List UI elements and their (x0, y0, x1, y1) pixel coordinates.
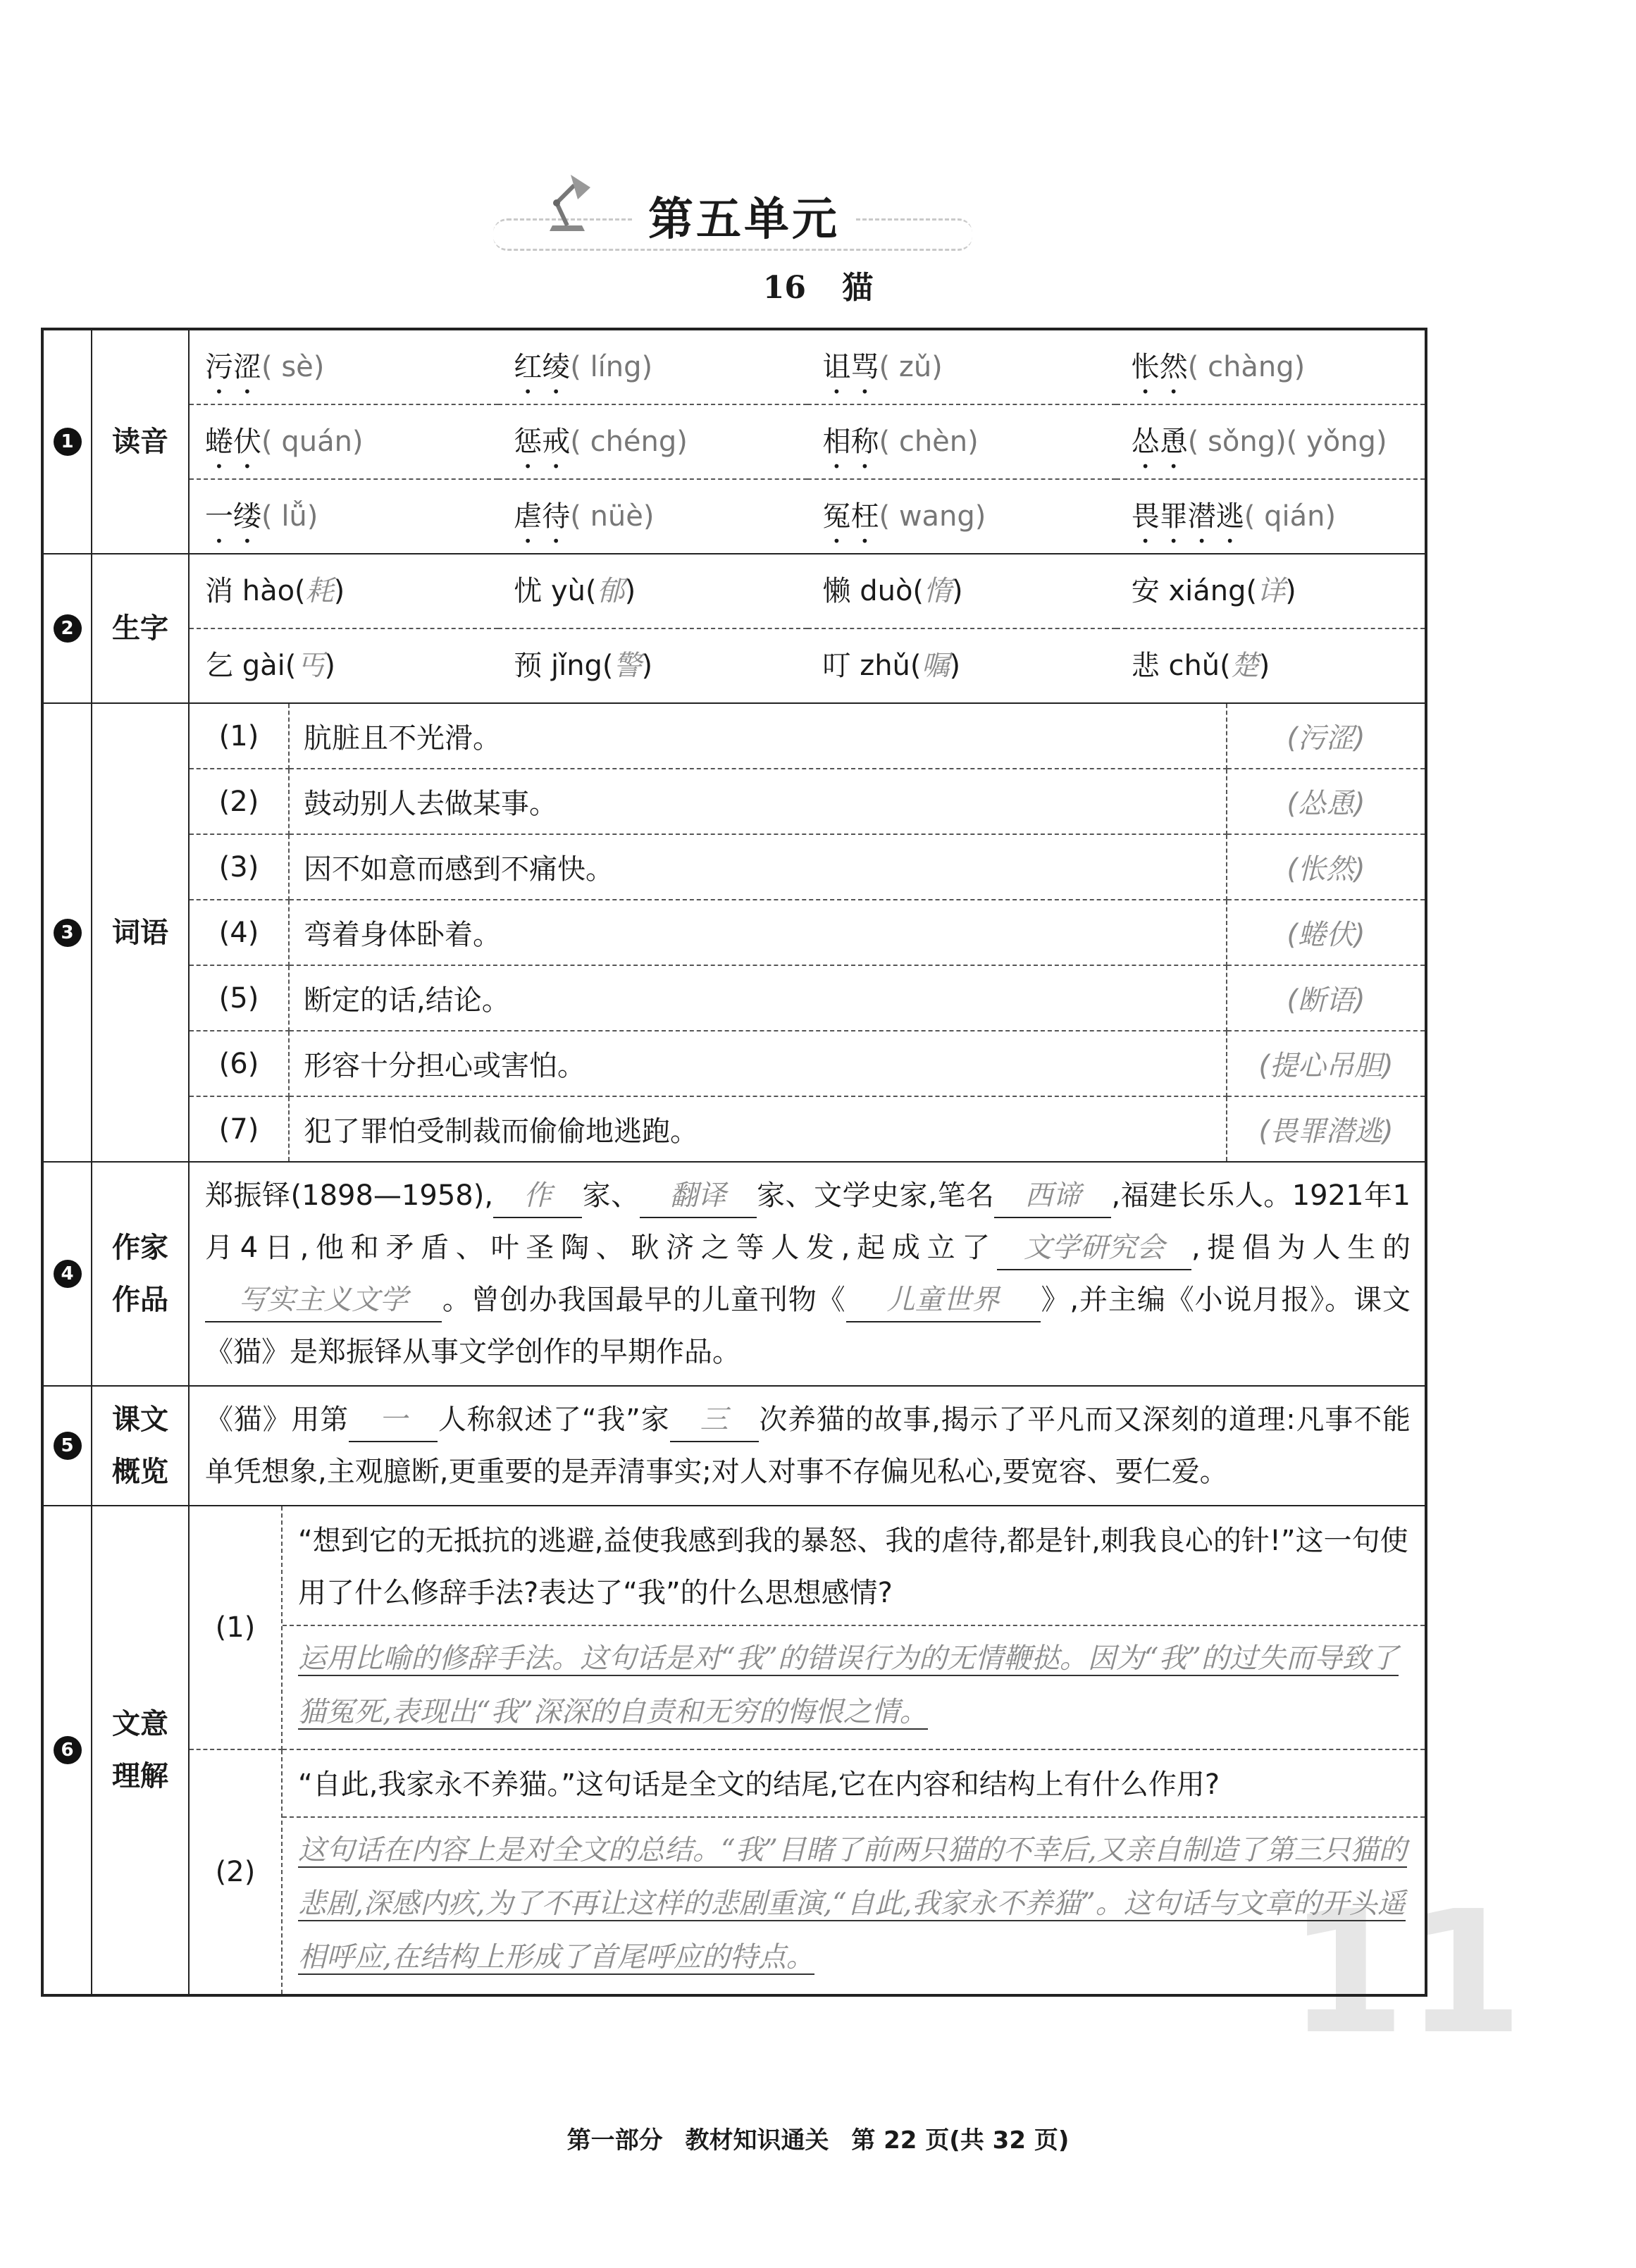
word-item: 相称( chèn) (807, 405, 1116, 480)
section-label: 词语 (92, 703, 189, 1162)
word-item: 怅然( chàng) (1116, 330, 1425, 405)
answer-text: 运用比喻的修辞手法。这句话是对“我”的错误行为的无情鞭挞。因为“我”的过失而导致了猫冤死,表现出“我”深深的自责和无穷的悔恨之情。 (298, 1642, 1399, 1728)
section-label: 读音 (92, 329, 189, 554)
pronunciation-grid (190, 330, 1425, 553)
vocabulary-list (190, 704, 1425, 1161)
section-number: 5 (42, 1386, 92, 1506)
section-label: 文意 理解 (92, 1506, 189, 1995)
author-paragraph: 郑振铎(1898—1958), 作 家、 翻译 家、文学史家,笔名 西谛 ,福建长乐人。1921年1月4日,他和矛盾、叶圣陶、耿济之等人发,起成立了 文学研究会 ,提倡为人生的写实主义文学 。曾创办我国最早的儿童刊物《 儿童世界 》,并主编《小说月报》。课文《猫》是郑振铎从事文学创作的早期作品。 (190, 1163, 1425, 1385)
lesson-number: 16 (762, 270, 806, 306)
vocab-row: (5) 断定的话,结论。 (断语) (190, 965, 1425, 1031)
page-watermark: 11 (1288, 1874, 1523, 2071)
footer-page: 第 22 页(共 32 页) (851, 2126, 1070, 2155)
word-item: 怂恿( sǒng)( yǒng) (1116, 405, 1425, 480)
desk-lamp-icon (535, 168, 599, 238)
section-pronunciation (42, 329, 1426, 554)
section-number: 6 (42, 1506, 92, 1995)
answer-text: 这句话在内容上是对全文的总结。“我”目睹了前两只猫的不幸后,又亲自制造了第三只猫的悲剧,深感内疚,为了不再让这样的悲剧重演,“自此,我家永不养猫”。这句话与文章的开头遥相呼应,在结构上形成了首尾呼应的特点。 (298, 1834, 1407, 1973)
char-item: 预 jǐng(警) (514, 650, 653, 682)
lesson-name: 猫 (842, 270, 874, 306)
comprehension-list (190, 1506, 1425, 1994)
char-item: 乞 gài(丐) (205, 650, 335, 682)
section-number: 2 (42, 554, 92, 703)
vocab-row: (7) 犯了罪怕受制裁而偷偷地逃跑。 (畏罪潜逃) (190, 1096, 1425, 1161)
vocab-row: (6) 形容十分担心或害怕。 (提心吊胆) (190, 1031, 1425, 1096)
vocab-row: (4) 弯着身体卧着。 (蜷伏) (190, 900, 1425, 965)
word-item: 诅骂( zǔ) (807, 330, 1116, 405)
char-item: 悲 chǔ(楚) (1131, 650, 1270, 682)
vocab-row: (1) 肮脏且不光滑。 (污涩) (190, 704, 1425, 769)
unit-title: 第五单元 (634, 183, 854, 248)
char-item: 懒 duò(惰) (807, 554, 1116, 629)
question-row: (2) “自此,我家永不养猫。”这句话是全文的结尾,它在内容和结构上有什么作用? 这句话在内容上是对全文的总结。“我”目睹了前两只猫的不幸后,又亲自制造了第三只猫的悲剧,深感内疚,为了不再让这样的悲剧重演,“自此,我家永不养猫”。这句话与文章的开头遥相呼应,在结构上形成了首尾呼应的特点。 (190, 1749, 1425, 1994)
word-item: 一缕( lǚ) (205, 500, 318, 533)
characters-grid (190, 554, 1425, 702)
section-vocabulary (42, 703, 1426, 1162)
char-item: 安 xiáng(详) (1116, 554, 1425, 629)
lesson-title (0, 262, 1636, 307)
char-item: 叮 zhǔ(嘱) (822, 650, 961, 682)
vocab-row: (2) 鼓动别人去做某事。 (怂恿) (190, 769, 1425, 834)
footer-part: 第一部分 (566, 2126, 663, 2155)
section-number: 3 (42, 703, 92, 1162)
section-label: 作家 作品 (92, 1162, 189, 1386)
section-label: 生字 (92, 554, 189, 703)
vocab-row: (3) 因不如意而感到不痛快。 (怅然) (190, 834, 1425, 900)
word-item: 惩戒( chéng) (498, 405, 807, 480)
section-characters (42, 554, 1426, 703)
char-item: 消 hào(耗) (190, 554, 498, 629)
section-number: 4 (42, 1162, 92, 1386)
section-number: 1 (42, 329, 92, 554)
question-row: (1) “想到它的无抵抗的逃避,益使我感到我的暴怒、我的虐待,都是针,刺我良心的针!”这一句使用了什么修辞手法?表达了“我”的什么思想感情? 运用比喻的修辞手法。这句话是对“我”的错误行为的无情鞭挞。因为“我”的过失而导致了猫冤死,表现出“我”深深的自责和无穷的悔恨之情。 (190, 1506, 1425, 1749)
worksheet-table (41, 328, 1427, 1997)
char-item: 忧 yù(郁) (498, 554, 807, 629)
word-item: 畏罪潜逃( qián) (1131, 500, 1337, 533)
section-author (42, 1162, 1426, 1386)
page-footer (0, 2121, 1636, 2155)
section-label: 课文 概览 (92, 1386, 189, 1506)
question-text: “自此,我家永不养猫。”这句话是全文的结尾,它在内容和结构上有什么作用? (283, 1750, 1425, 1818)
section-overview (42, 1386, 1426, 1506)
word-item: 虐待( nüè) (514, 500, 655, 533)
overview-paragraph: 《猫》用第 一 人称叙述了“我”家 三 次养猫的故事,揭示了平凡而又深刻的道理:凡事不能单凭想象,主观臆断,更重要的是弄清事实;对人对事不存偏见私心,要宽容、要仁爱。 (190, 1387, 1425, 1505)
word-item: 蜷伏( quán) (190, 405, 498, 480)
question-text: “想到它的无抵抗的逃避,益使我感到我的暴怒、我的虐待,都是针,刺我良心的针!”这一句使用了什么修辞手法?表达了“我”的什么思想感情? (283, 1506, 1425, 1626)
word-item: 红绫( líng) (498, 330, 807, 405)
section-comprehension (42, 1506, 1426, 1995)
word-item: 冤枉( wang) (822, 500, 986, 533)
footer-section: 教材知识通关 (685, 2126, 829, 2155)
unit-title-banner (493, 169, 972, 254)
word-item: 污涩( sè) (190, 330, 498, 405)
